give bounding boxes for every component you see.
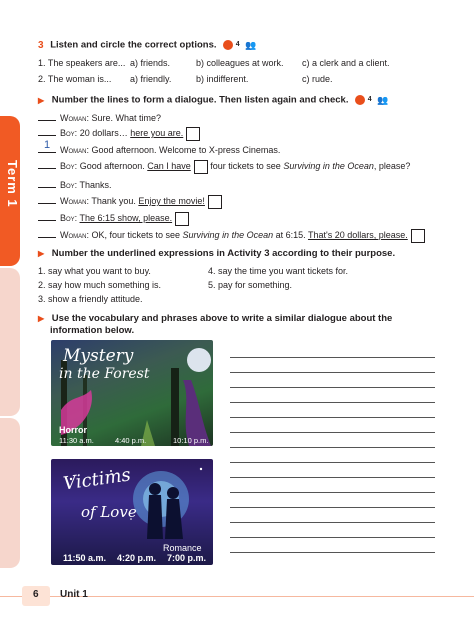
purpose-3: 3. show a friendly attitude. bbox=[38, 294, 143, 304]
activity-5-instruction-line-2: information below. bbox=[50, 325, 135, 336]
line-text: Thanks. bbox=[77, 180, 112, 190]
writing-line[interactable] bbox=[230, 357, 435, 358]
line-text: 20 dollars… bbox=[77, 128, 131, 138]
poster-title-line-1: Mystery bbox=[63, 346, 134, 366]
poster-time-1: 11:30 a.m. bbox=[59, 436, 94, 445]
poster-time-2: 4:40 p.m. bbox=[115, 436, 147, 445]
example-number: 1 bbox=[44, 139, 51, 151]
dialogue-line-7 bbox=[38, 211, 189, 226]
number-blank[interactable] bbox=[38, 159, 56, 169]
writing-line[interactable] bbox=[230, 387, 435, 388]
underlined-expression: Can I have bbox=[147, 161, 191, 171]
number-blank[interactable] bbox=[38, 228, 56, 238]
triangle-bullet-icon: ▶ bbox=[38, 314, 45, 323]
activity-2-row-1 bbox=[38, 57, 125, 69]
dialogue-line-5 bbox=[38, 178, 112, 191]
writing-line[interactable] bbox=[230, 552, 435, 553]
number-blank[interactable] bbox=[38, 178, 56, 188]
writing-line[interactable] bbox=[230, 417, 435, 418]
option-1b[interactable]: b) colleagues at work. bbox=[196, 58, 284, 68]
number-blank[interactable] bbox=[38, 139, 56, 153]
audio-cd-icon bbox=[355, 95, 365, 105]
dialogue-line-4 bbox=[38, 159, 410, 174]
number-blank[interactable] bbox=[38, 194, 56, 204]
answer-box[interactable] bbox=[194, 160, 208, 174]
writing-line[interactable] bbox=[230, 372, 435, 373]
activity-3-instruction: Number the lines to form a dialogue. Then listen again and check. bbox=[51, 94, 349, 106]
dialogue-line-8 bbox=[38, 228, 425, 243]
audio-track-number: 4 bbox=[235, 41, 240, 48]
purpose-5: 5. pay for something. bbox=[208, 280, 293, 290]
poster-time-1: 11:50 a.m. bbox=[63, 553, 107, 563]
poster-title-line-2: in the Forest bbox=[59, 366, 150, 382]
option-1a[interactable]: a) friends. bbox=[130, 58, 171, 68]
movie-title: Surviving in the Ocean bbox=[182, 230, 274, 240]
writing-line[interactable] bbox=[230, 492, 435, 493]
speaker: Boy: bbox=[60, 161, 78, 171]
unit-label: Unit 1 bbox=[60, 589, 88, 600]
underlined-expression: here you are. bbox=[130, 128, 184, 138]
line-text: Good afternoon. Welcome to X-press Cinemas. bbox=[89, 145, 281, 155]
line-text: Good afternoon. bbox=[77, 161, 148, 171]
poster-title-line-2: of Love bbox=[81, 503, 137, 521]
activity-5-heading bbox=[38, 313, 392, 325]
writing-line[interactable] bbox=[230, 507, 435, 508]
underlined-expression: Enjoy the movie! bbox=[138, 196, 205, 206]
line-text: four tickets to see bbox=[207, 161, 284, 171]
poster-title-line-1: Victims bbox=[61, 464, 132, 495]
poster-time-3: 7:00 p.m. bbox=[167, 553, 207, 563]
movie-poster-victims bbox=[51, 459, 213, 565]
purpose-2: 2. say how much something is. bbox=[38, 280, 162, 290]
underlined-expression: The 6:15 show, please. bbox=[79, 213, 173, 223]
activity-2-instruction: Listen and circle the correct options. bbox=[50, 39, 217, 51]
line-text: Thank you. bbox=[89, 196, 139, 206]
number-blank[interactable] bbox=[38, 111, 56, 121]
line-text: OK, four tickets to see bbox=[89, 230, 183, 240]
option-2c[interactable]: c) rude. bbox=[302, 74, 333, 84]
writing-line[interactable] bbox=[230, 477, 435, 478]
writing-line[interactable] bbox=[230, 432, 435, 433]
speaker: Woman: bbox=[60, 145, 89, 155]
speaker: Boy: bbox=[60, 180, 78, 190]
answer-box[interactable] bbox=[411, 229, 425, 243]
option-2a[interactable]: a) friendly. bbox=[130, 74, 172, 84]
line-text: Sure. What time? bbox=[89, 113, 162, 123]
speaker: Woman: bbox=[60, 196, 89, 206]
triangle-bullet-icon: ▶ bbox=[38, 249, 45, 258]
option-2b[interactable]: b) indifferent. bbox=[196, 74, 249, 84]
dialogue-line-3 bbox=[38, 139, 281, 156]
speaker: Boy: bbox=[60, 128, 78, 138]
side-tab-3 bbox=[0, 418, 20, 568]
dialogue-line-6 bbox=[38, 194, 222, 209]
line-text: at 6:15. bbox=[273, 230, 308, 240]
activity-2-row-2: 2. The woman is... bbox=[38, 74, 112, 84]
activity-3-heading bbox=[38, 94, 389, 107]
option-1c[interactable]: c) a clerk and a client. bbox=[302, 58, 390, 68]
writing-line[interactable] bbox=[230, 522, 435, 523]
purpose-1: 1. say what you want to buy. bbox=[38, 266, 151, 276]
poster-genre: Horror bbox=[59, 425, 88, 435]
audio-track-number: 4 bbox=[367, 96, 372, 103]
writing-line[interactable] bbox=[230, 402, 435, 403]
row-stem: 1. The speakers are... bbox=[38, 58, 126, 68]
dialogue-line-2 bbox=[38, 126, 200, 141]
poster-time-3: 10:10 p.m. bbox=[173, 436, 209, 445]
activity-5-instruction-line-1: Use the vocabulary and phrases above to write a similar dialogue about the bbox=[51, 313, 393, 324]
speaker: Boy: bbox=[60, 213, 78, 223]
poster-genre: Romance bbox=[163, 543, 202, 553]
number-blank[interactable] bbox=[38, 211, 56, 221]
movie-title: Surviving in the Ocean bbox=[283, 161, 374, 171]
triangle-bullet-icon: ▶ bbox=[38, 95, 45, 105]
answer-box[interactable] bbox=[175, 212, 189, 226]
movie-poster-mystery bbox=[51, 340, 213, 446]
activity-2-heading bbox=[38, 39, 257, 52]
underlined-expression: That's 20 dollars, please. bbox=[307, 230, 408, 240]
activity-number: 3 bbox=[38, 39, 44, 51]
speaker: Woman: bbox=[60, 113, 89, 123]
page-number: 6 bbox=[33, 589, 39, 600]
speaker: Woman: bbox=[60, 230, 89, 240]
activity-4-instruction: Number the underlined expressions in Activity 3 according to their purpose. bbox=[51, 248, 396, 259]
pair-work-icon: 👥 bbox=[245, 40, 257, 50]
dialogue-line-1 bbox=[38, 111, 161, 124]
purpose-4: 4. say the time you want tickets for. bbox=[208, 266, 349, 276]
writing-line[interactable] bbox=[230, 447, 435, 448]
line-text: , please? bbox=[373, 161, 411, 171]
writing-line[interactable] bbox=[230, 537, 435, 538]
number-blank[interactable] bbox=[38, 126, 56, 136]
writing-line[interactable] bbox=[230, 462, 435, 463]
activity-4-heading bbox=[38, 248, 395, 260]
pair-work-icon: 👥 bbox=[377, 95, 389, 105]
audio-cd-icon bbox=[223, 40, 233, 50]
answer-box[interactable] bbox=[186, 127, 200, 141]
side-tab-2 bbox=[0, 268, 20, 416]
answer-box[interactable] bbox=[208, 195, 222, 209]
term-tab-label: Term 1 bbox=[5, 160, 20, 208]
poster-time-2: 4:20 p.m. bbox=[117, 553, 157, 563]
